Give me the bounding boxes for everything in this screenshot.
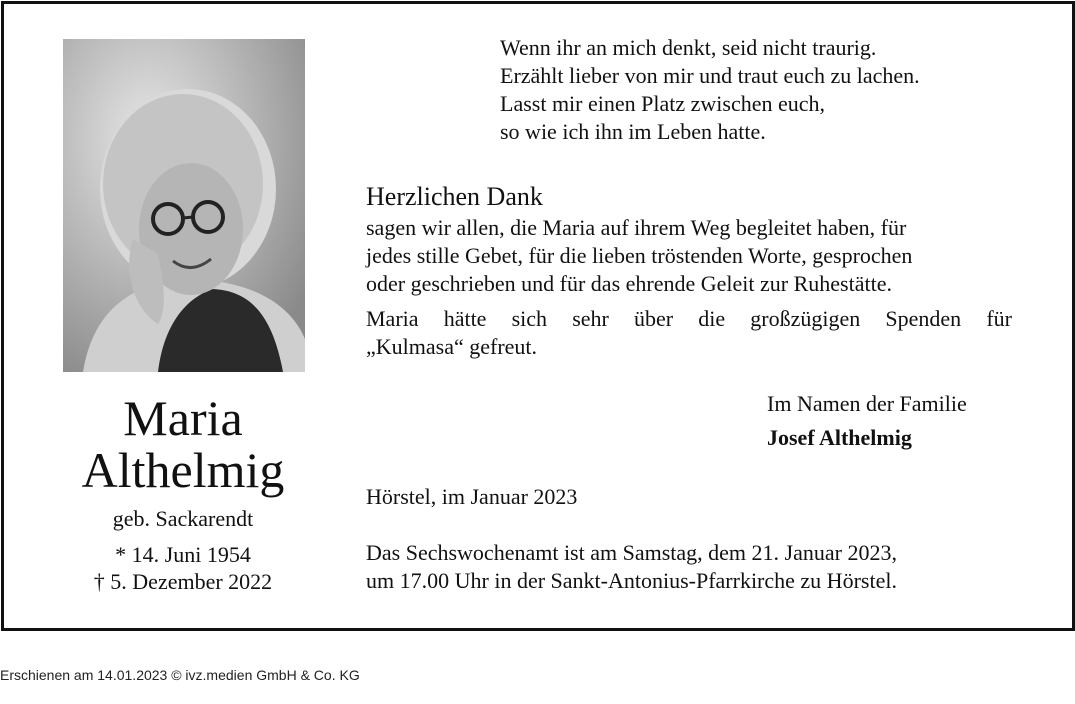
poem-line: so wie ich ihn im Leben hatte. (500, 119, 766, 144)
family-signature: Josef Althelmig (767, 425, 912, 450)
donation-line: Maria hätte sich sehr über die großzügigen Spenden für (366, 306, 1012, 331)
place-date: Hörstel, im Januar 2023 (366, 484, 578, 509)
poem (500, 34, 920, 146)
thanks-line: sagen wir allen, die Maria auf ihrem Weg begleitet haben, für (366, 215, 907, 240)
thanks-line: oder geschrieben und für das ehrende Geleit zur Ruhestätte. (366, 271, 892, 296)
family-intro: Im Namen der Familie (767, 391, 967, 416)
birth-date: * 14. Juni 1954 (115, 542, 251, 567)
deceased-last-name: Althelmig (81, 442, 285, 498)
death-date: † 5. Dezember 2022 (93, 569, 273, 594)
publication-footer: Erschienen am 14.01.2023 © ivz.medien GmbH & Co. KG (0, 667, 360, 683)
thanks-line: jedes stille Gebet, für die lieben tröstenden Worte, gesprochen (366, 243, 913, 268)
donation-line: „Kulmasa“ gefreut. (366, 334, 538, 359)
donation-text (366, 305, 1012, 361)
poem-line: Lasst mir einen Platz zwischen euch, (500, 91, 826, 116)
poem-line: Wenn ihr an mich denkt, seid nicht traurig. (500, 35, 877, 60)
service-notice (366, 539, 897, 595)
service-line: um 17.00 Uhr in der Sankt-Antonius-Pfarrkirche zu Hörstel. (366, 568, 897, 593)
maiden-name: geb. Sackarendt (112, 506, 254, 531)
thanks-text (366, 214, 1012, 298)
poem-line: Erzählt lieber von mir und traut euch zu lachen. (500, 63, 920, 88)
service-line: Das Sechswochenamt ist am Samstag, dem 21. Januar 2023, (366, 540, 897, 565)
portrait-photo (63, 39, 305, 372)
thanks-heading: Herzlichen Dank (366, 182, 543, 211)
deceased-first-name: Maria (123, 390, 243, 446)
